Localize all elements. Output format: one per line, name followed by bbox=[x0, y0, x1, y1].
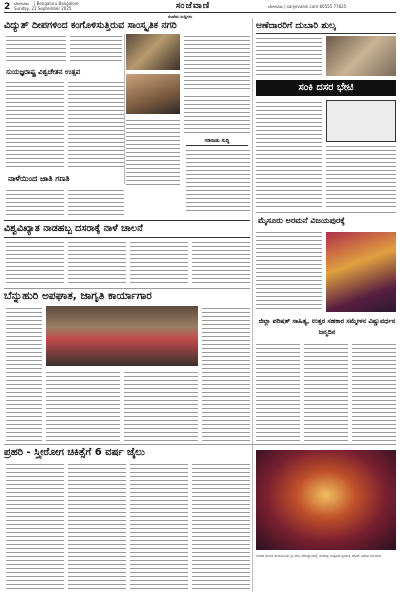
right-mid-headline: ಜಿಲ್ಲಾ ಪರಿಷತ್ ಸಾಹಿತ್ಯ, ಉತ್ತರ ಸಹಕಾರ ಸಮ್ಮೇಳನ ವಿಷ್ಣುವರ್ಧನ ಜನ್ಮದಿನ bbox=[258, 317, 396, 336]
column-divider bbox=[124, 34, 125, 184]
section-divider bbox=[4, 444, 396, 445]
left-third-headline: ನಾಳೆಯಿಂದ ಜಾತಿ ಗಣತಿ bbox=[8, 174, 70, 183]
article-text bbox=[6, 462, 64, 592]
article-text bbox=[202, 306, 250, 442]
article-text bbox=[126, 118, 180, 188]
dasara-photo bbox=[326, 232, 396, 312]
article-text bbox=[68, 240, 126, 284]
right-top-photo bbox=[326, 36, 396, 76]
header-city: ಬೆಂಗಳೂರು bbox=[14, 1, 29, 6]
workshop-photo bbox=[46, 306, 198, 366]
article-text bbox=[184, 94, 250, 134]
column-label: ಗಡಿನಾಡು ಸುದ್ದಿ bbox=[186, 138, 248, 146]
article-photo bbox=[126, 74, 180, 114]
mid-left-headline: ಬೆನ್ನುಹುರಿ ಅಪಘಾತ, ಜಾಗೃತಿ ಕಾರ್ಯಾಗಾರ bbox=[4, 290, 152, 302]
header-rule bbox=[4, 12, 396, 13]
right-mysore-headline: ಮೈಸೂರು ಅರಮನೆ ವಿಜಯಪುರಕ್ಕೆ bbox=[258, 216, 345, 225]
article-text bbox=[6, 188, 64, 216]
article-text bbox=[70, 34, 122, 64]
column-divider bbox=[252, 18, 253, 592]
header-issue: | Bengaluru Bangalore bbox=[34, 1, 79, 6]
lead-photo bbox=[126, 34, 180, 70]
article-text bbox=[68, 188, 124, 216]
masthead: ಸಂಜೆವಾಣಿ bbox=[175, 1, 211, 11]
right-banner-headline: ಸಂಕಿ ದಸರ ಭೇಟಿ bbox=[256, 80, 396, 96]
article-text bbox=[46, 370, 120, 442]
article-text bbox=[130, 462, 188, 592]
article-text bbox=[192, 240, 250, 284]
center-banner-headline: ವಿಶ್ವವಿಖ್ಯಾತ ನಾಡಹಬ್ಬ ದಸರಾಕ್ಕೆ ನಾಳೆ ಚಾಲನೆ bbox=[4, 220, 250, 238]
section-label: ಸಂಜೆಯ ಸುದ್ದಿಗಳು bbox=[168, 14, 193, 19]
article-text bbox=[186, 148, 250, 214]
temple-photo bbox=[256, 450, 396, 550]
article-text bbox=[256, 342, 300, 446]
article-text bbox=[352, 342, 396, 446]
header-date: Sunday, 21 September 2025 bbox=[14, 6, 72, 11]
article-text bbox=[68, 462, 126, 592]
section-divider bbox=[256, 212, 396, 213]
article-text bbox=[256, 100, 322, 210]
article-text bbox=[6, 80, 64, 170]
info-box bbox=[326, 100, 396, 142]
section-divider bbox=[4, 288, 250, 289]
article-text bbox=[6, 34, 66, 64]
article-text bbox=[256, 230, 322, 310]
article-text bbox=[184, 34, 250, 90]
header-right-info: ಬೆಂಗಳೂರು | sanjevaani.com 80555 77825 bbox=[268, 4, 347, 9]
page-number: 2 bbox=[4, 2, 11, 12]
article-text bbox=[68, 80, 124, 170]
bottom-left-headline: ಪ್ರಹರಿ - ಸ್ತ್ರೀರೋಗ ಚಿಕಿತ್ಸೆಗೆ 6 ವರ್ಷ ಜೈಲು bbox=[4, 447, 145, 458]
left-second-headline: ಸುಯಜ್ಞರಾಷ್ಟ್ರ ವಿಶ್ವಚೇತನ ಉತ್ಸವ bbox=[6, 68, 81, 76]
article-text bbox=[192, 462, 250, 592]
article-text bbox=[304, 342, 348, 446]
article-text bbox=[256, 36, 322, 76]
article-text bbox=[124, 370, 198, 442]
temple-caption: ನಗರದ ಹುಣಸೆ ಕಾಲೋನಿಯ ಶ್ರೀ ದೇವಿ ದೇವಸ್ಥಾನದಲ್ಲಿ ನವರಾತ್ರಿ ಉತ್ಸವದ ಪ್ರಯುಕ್ತ ದೇವಿಗೆ ವಿಶೇಷ ಅಲಂಕಾರ bbox=[256, 554, 381, 558]
article-text bbox=[130, 240, 188, 284]
article-text bbox=[6, 306, 42, 442]
lead-headline: ವಿದ್ಯುತ್ ದೀಪಗಳಿಂದ ಕಂಗೊಳಿಸುತ್ತಿರುವ ಸಾಂಸ್ಕೃತಿಕ ನಗರಿ bbox=[4, 20, 177, 31]
article-text bbox=[6, 240, 64, 284]
right-top-headline: ಆಣೆದಾರರಿಗೆ ದುಬಾರಿ ಶುಲ್ಕ bbox=[256, 19, 396, 34]
article-text bbox=[326, 144, 396, 210]
